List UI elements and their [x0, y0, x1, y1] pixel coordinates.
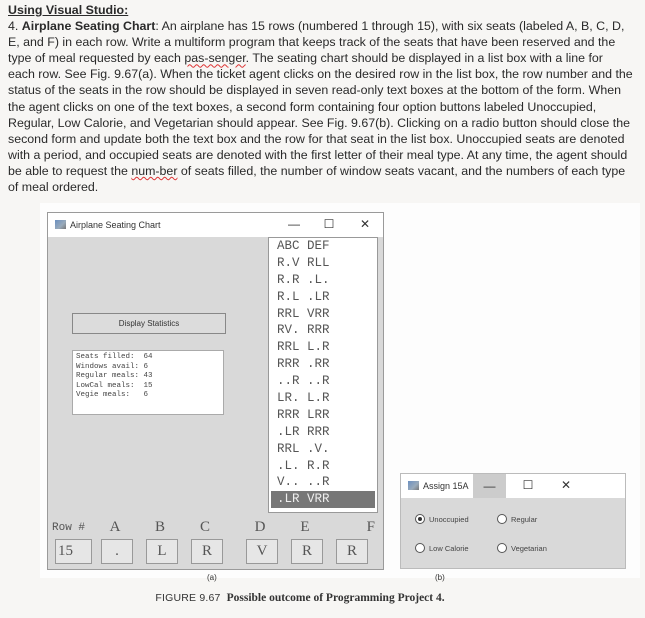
row-number-textbox: 15 — [55, 539, 92, 564]
radio-label: Unoccupied — [429, 514, 469, 524]
seat-b-textbox[interactable]: L — [146, 539, 178, 564]
heading: Using Visual Studio: — [8, 3, 129, 17]
stat-line: Vegie meals: 6 — [76, 391, 149, 399]
seat-label-d: D — [254, 519, 266, 535]
problem-text — [8, 2, 633, 195]
radio-unoccupied[interactable] — [415, 514, 469, 524]
list-row[interactable]: RV. RRR — [277, 323, 330, 338]
list-header-row[interactable]: ABC DEF — [277, 239, 330, 253]
window-title: Airplane Seating Chart — [70, 220, 161, 230]
list-row[interactable]: RRR LRR — [277, 407, 330, 422]
figure-number: FIGURE 9.67 — [155, 592, 221, 604]
airplane-seating-window — [47, 212, 384, 570]
figure-caption — [0, 592, 600, 604]
list-row[interactable]: R.V RLL — [277, 255, 330, 270]
maximize-button[interactable]: ☐ — [323, 217, 335, 231]
list-row[interactable]: .LR VRR — [271, 491, 375, 508]
seat-e-textbox[interactable]: R — [291, 539, 323, 564]
radio-low-calorie[interactable] — [415, 543, 469, 553]
radio-icon — [497, 543, 507, 553]
list-row[interactable]: .L. R.R — [277, 458, 330, 473]
radio-icon — [415, 543, 425, 553]
list-row[interactable]: LR. L.R — [277, 391, 330, 406]
radio-label: Vegetarian — [511, 543, 547, 553]
maximize-button[interactable]: ☐ — [522, 478, 534, 492]
stat-line: Windows avail: 6 — [76, 362, 149, 371]
list-row[interactable]: RRL .V. — [277, 441, 330, 456]
list-row[interactable]: RRR .RR — [277, 357, 330, 372]
close-button[interactable]: ✕ — [560, 478, 572, 492]
spellcheck-word: pas-senger — [184, 51, 246, 66]
window-title: Assign 15A — [423, 481, 469, 491]
list-row[interactable]: ..R ..R — [277, 374, 330, 389]
radio-label: Low Calorie — [429, 543, 469, 553]
text-part: : An airplane has 15 rows (numbered 1 through 15), with six seats (labeled A, B, C, D, E, and F) in each row. Write a multiform program that keeps track of the seats that have been reserved and the type of meal requested by each — [8, 19, 625, 66]
radio-selected-icon — [415, 514, 425, 524]
assign-seat-window — [400, 473, 626, 569]
seat-f-textbox[interactable]: R — [336, 539, 368, 564]
seat-label-f: F — [366, 519, 375, 535]
stat-line: Seats filled: 64 — [76, 353, 153, 361]
text-part: of seats filled, the number of window seats vacant, and the numbers of each type of meal ordered. — [8, 163, 626, 195]
seat-c-textbox[interactable]: R — [191, 539, 223, 564]
caption-b: (b) — [435, 573, 445, 582]
problem-title: Airplane Seating Chart — [21, 19, 156, 34]
minimize-button[interactable]: — — [473, 474, 506, 498]
radio-icon — [497, 514, 507, 524]
figure-title: Possible outcome of Programming Project 4. — [226, 592, 445, 604]
app-icon — [408, 481, 419, 490]
list-row[interactable]: R.R .L. — [277, 272, 330, 287]
seat-a-textbox[interactable]: . — [101, 539, 133, 564]
radio-regular[interactable] — [497, 514, 537, 524]
row-label: Row # — [52, 522, 86, 534]
list-row[interactable]: RRL L.R — [277, 340, 330, 355]
problem-number: 4. — [8, 19, 19, 34]
text-part: . The seating chart should be displayed in a list box with a line for each row. See Fig. 9.67(a). When the ticket agent clicks on the desired row in the list box, the row number and the status of the seats in the row should be displayed in seven read-only text boxes at the bottom of the form. When the agent clicks on one of the text boxes, a second form containing four option buttons labeled Unoccupied, Regular, Low Calorie, and Vegetarian should appear. See Fig. 9.67(b). Clicking on a radio button should close the second form and update both the text box and the row for that seat in the list box. Unoccupied seats are denoted with a period, and occupied seats are denoted with the first letter of their meal type. At any time, the agent should be able to request the — [8, 51, 633, 178]
seat-label-c: C — [199, 519, 210, 535]
close-button[interactable]: ✕ — [359, 217, 371, 231]
caption-a: (a) — [207, 573, 217, 582]
list-row[interactable]: RRL VRR — [277, 306, 330, 321]
radio-label: Regular — [511, 514, 538, 524]
title-bar — [48, 213, 383, 237]
seat-label-e: E — [300, 519, 310, 535]
list-row[interactable]: V.. ..R — [277, 475, 330, 490]
seating-listbox[interactable] — [268, 237, 378, 513]
stat-line: LowCal meals: 15 — [76, 381, 153, 390]
list-row[interactable]: .LR RRR — [277, 424, 330, 439]
seat-label-a: A — [109, 519, 121, 535]
radio-vegetarian[interactable] — [497, 543, 547, 553]
stat-line: Regular meals: 43 — [76, 372, 153, 380]
seat-label-b: B — [154, 519, 165, 535]
seat-d-textbox[interactable]: V — [246, 539, 278, 564]
title-bar — [401, 474, 625, 498]
spellcheck-word: num-ber — [131, 163, 178, 178]
app-icon — [55, 220, 66, 229]
display-statistics-button[interactable]: Display Statistics — [72, 313, 226, 334]
statistics-textbox — [72, 350, 224, 415]
minimize-button[interactable]: — — [288, 217, 300, 231]
list-row[interactable]: R.L .LR — [277, 289, 330, 304]
